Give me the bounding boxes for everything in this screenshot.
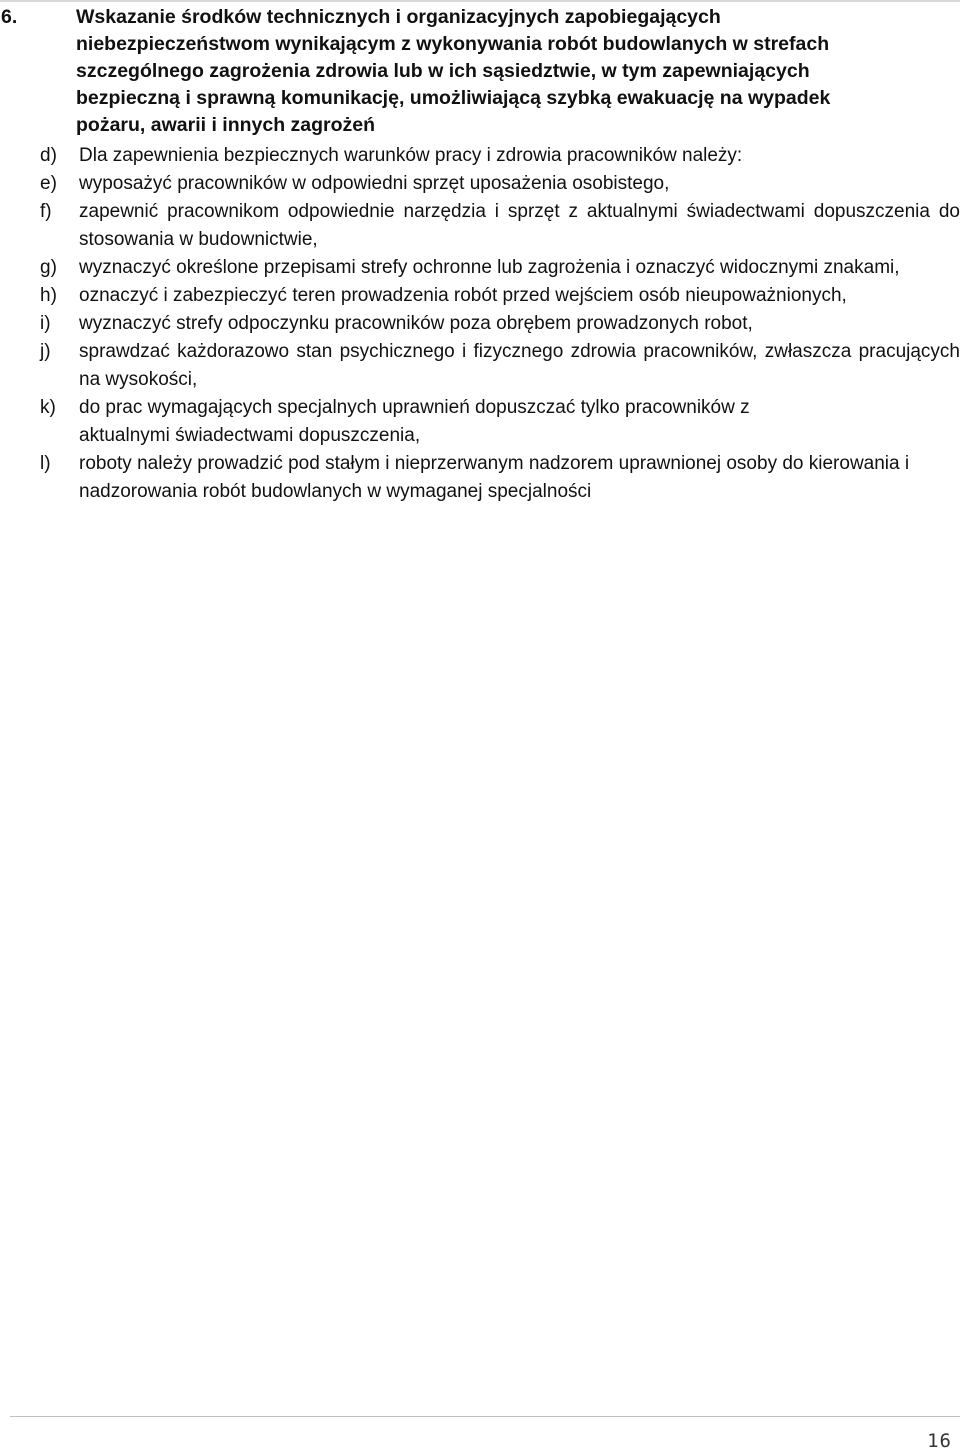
list-item-e: [0, 170, 960, 198]
item-text: wyznaczyć określone przepisami strefy ochronne lub zagrożenia i oznaczyć widocznymi znakami,: [79, 257, 900, 278]
item-text: roboty należy prowadzić pod stałym i nieprzerwanym nadzorem uprawnionej osoby do kierowania i nadzorowania robót budowlanych w wymaganej specjalności: [79, 453, 910, 502]
item-letter: i): [40, 313, 51, 334]
item-text: Dla zapewnienia bezpiecznych warunków pracy i zdrowia pracowników należy:: [79, 145, 743, 166]
list-item-i: [0, 310, 960, 338]
item-text: oznaczyć i zabezpieczyć teren prowadzenia robót przed wejściem osób nieupoważnionych,: [79, 285, 847, 306]
list-item-f: [0, 198, 960, 254]
list-item-h: [0, 282, 960, 310]
item-letter: l): [40, 453, 51, 474]
item-letter: k): [40, 397, 56, 418]
section-title: Wskazanie środków technicznych i organizacyjnych zapobiegających niebezpieczeństwom wynikającym z wykonywania robót budowlanych w strefach szczególnego zagrożenia zdrowia lub w ich sąsiedztwie, w tym zapewniających bezpieczną i sprawną komunikację, umożliwiającą szybką ewakuację na wypadek pożaru, awarii i innych zagrożeń: [76, 6, 831, 136]
footer-rule: [10, 1416, 960, 1417]
item-letter: d): [40, 145, 57, 166]
list-item-l: [0, 450, 960, 506]
list-item-k: [0, 394, 960, 450]
item-text: wyznaczyć strefy odpoczynku pracowników poza obrębem prowadzonych robot,: [79, 313, 753, 334]
list-item-j: [0, 338, 960, 394]
item-letter: h): [40, 285, 57, 306]
item-letter: g): [40, 257, 57, 278]
item-text: do prac wymagających specjalnych uprawnień dopuszczać tylko pracowników z aktualnymi świadectwami dopuszczenia,: [79, 397, 750, 446]
item-text: zapewnić pracownikom odpowiednie narzędzia i sprzęt z aktualnymi świadectwami dopuszczenia do stosowania w budownictwie,: [79, 201, 960, 250]
item-letter: e): [40, 173, 57, 194]
section-number: 6.: [1, 6, 18, 28]
measures-list: [0, 142, 960, 506]
item-letter: f): [40, 201, 52, 222]
section-6: [0, 4, 960, 139]
item-text: sprawdzać każdorazowo stan psychicznego i fizycznego zdrowia pracowników, zwłaszcza pracujących na wysokości,: [79, 341, 960, 390]
section-heading: [0, 4, 960, 139]
list-item-g: [0, 254, 960, 282]
list-item-d: [0, 142, 960, 170]
item-letter: j): [40, 341, 51, 362]
top-rule: [0, 0, 960, 2]
page-number: 16: [927, 1430, 952, 1452]
item-text: wyposażyć pracowników w odpowiedni sprzęt uposażenia osobistego,: [79, 173, 670, 194]
